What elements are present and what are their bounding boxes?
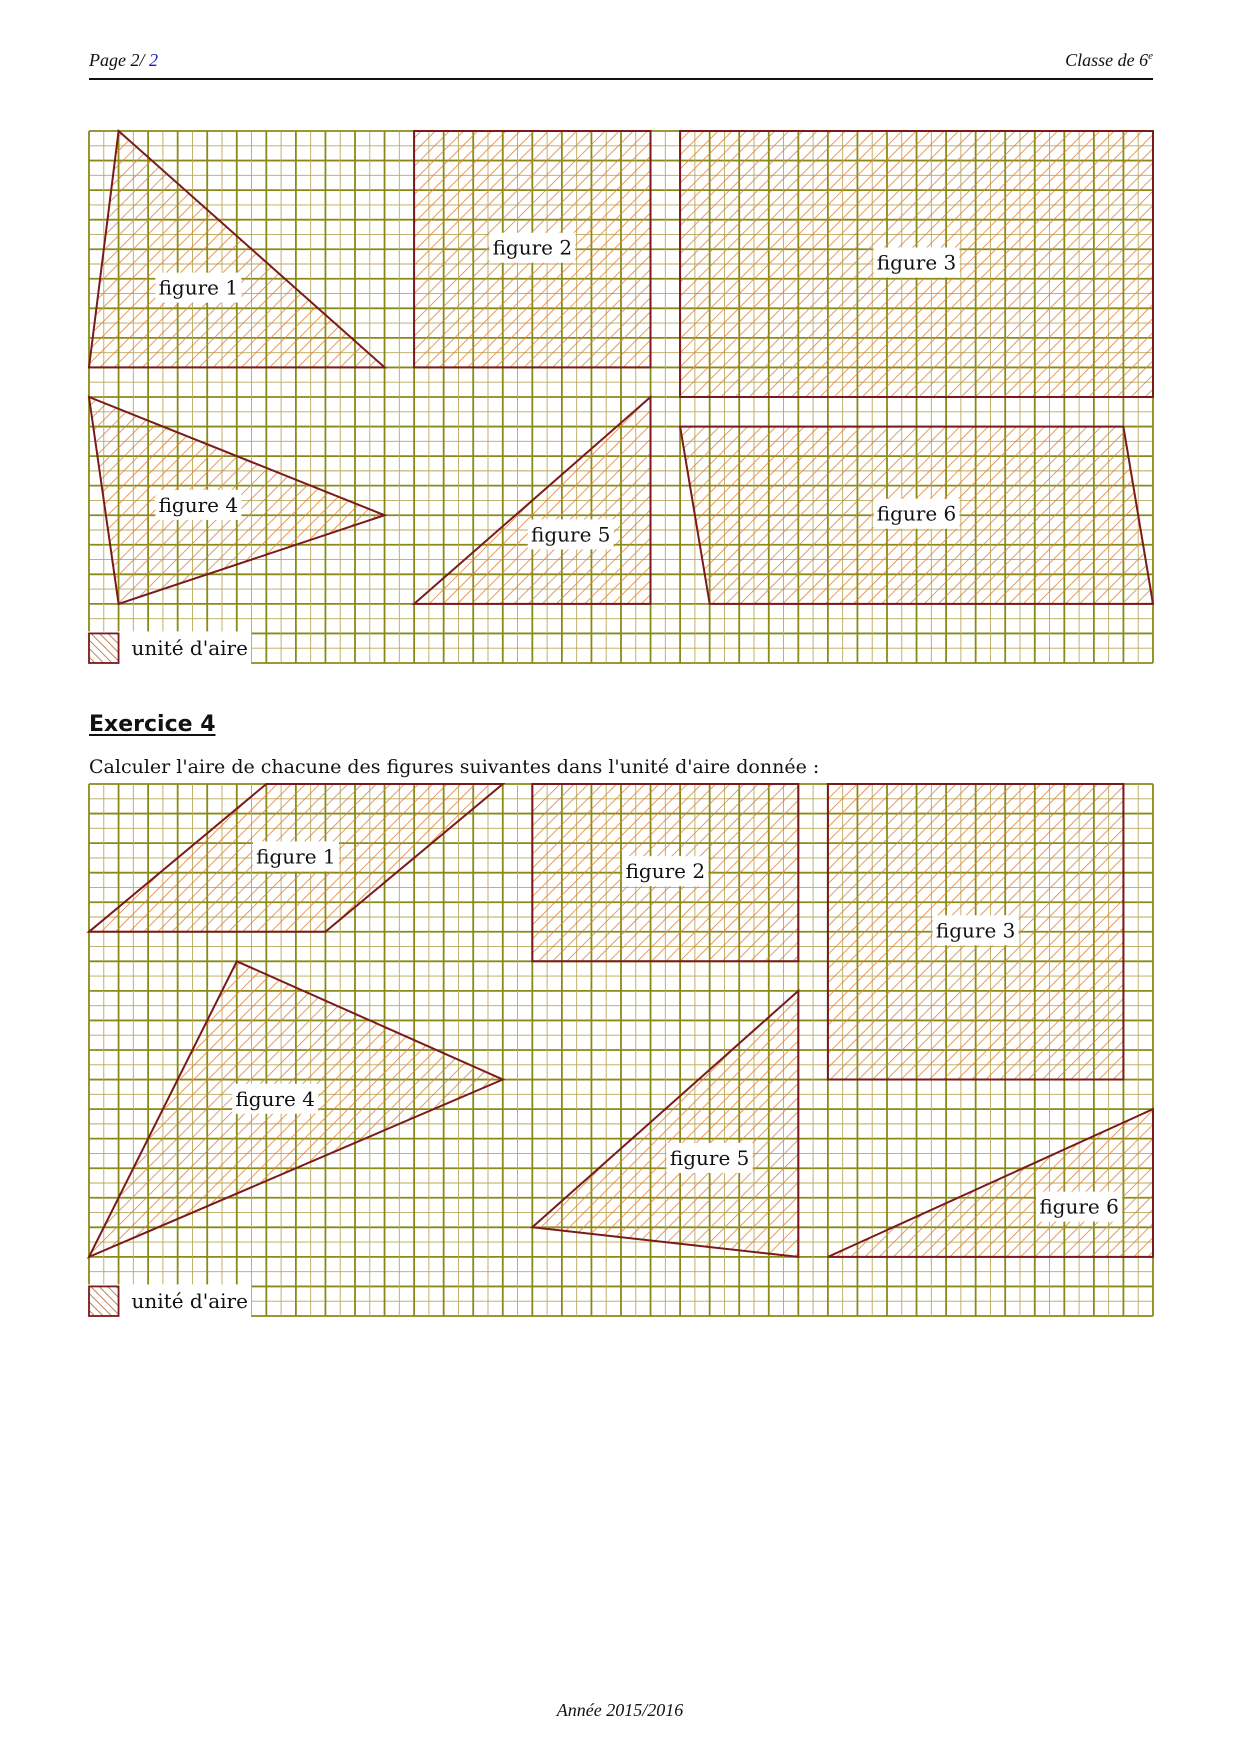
- figure-label-4: figure 4: [158, 492, 239, 517]
- unit-square: [89, 1286, 119, 1316]
- figure-label-3: figure 3: [935, 918, 1016, 943]
- class-suffix: e: [1148, 50, 1153, 62]
- figure-label-2: figure 2: [492, 235, 573, 260]
- figure-label-1: figure 1: [256, 844, 336, 869]
- figure-label-6: figure 6: [876, 501, 957, 526]
- unit-label: unité d'aire: [131, 1289, 248, 1314]
- figure-label-5: figure 5: [669, 1145, 750, 1170]
- figure-label-1: figure 1: [158, 275, 239, 300]
- figure-label-2: figure 2: [625, 859, 706, 884]
- exercise4-instruction: Calculer l'aire de chacune des figures suivantes dans l'unité d'aire donnée :: [89, 756, 820, 778]
- figure-label-6: figure 6: [1039, 1194, 1119, 1219]
- exercise4-title: Exercice 4: [89, 712, 216, 737]
- page-total-link[interactable]: 2: [149, 50, 158, 70]
- figure-label-5: figure 5: [530, 522, 611, 547]
- figure-label-4: figure 4: [235, 1086, 315, 1111]
- unit-label: unité d'aire: [131, 636, 248, 661]
- page-prefix: Page 2/: [89, 50, 145, 70]
- footer-year: Année 2015/2016: [556, 1700, 684, 1720]
- figure-label-3: figure 3: [876, 250, 957, 275]
- class-prefix: Classe de 6: [1065, 50, 1149, 70]
